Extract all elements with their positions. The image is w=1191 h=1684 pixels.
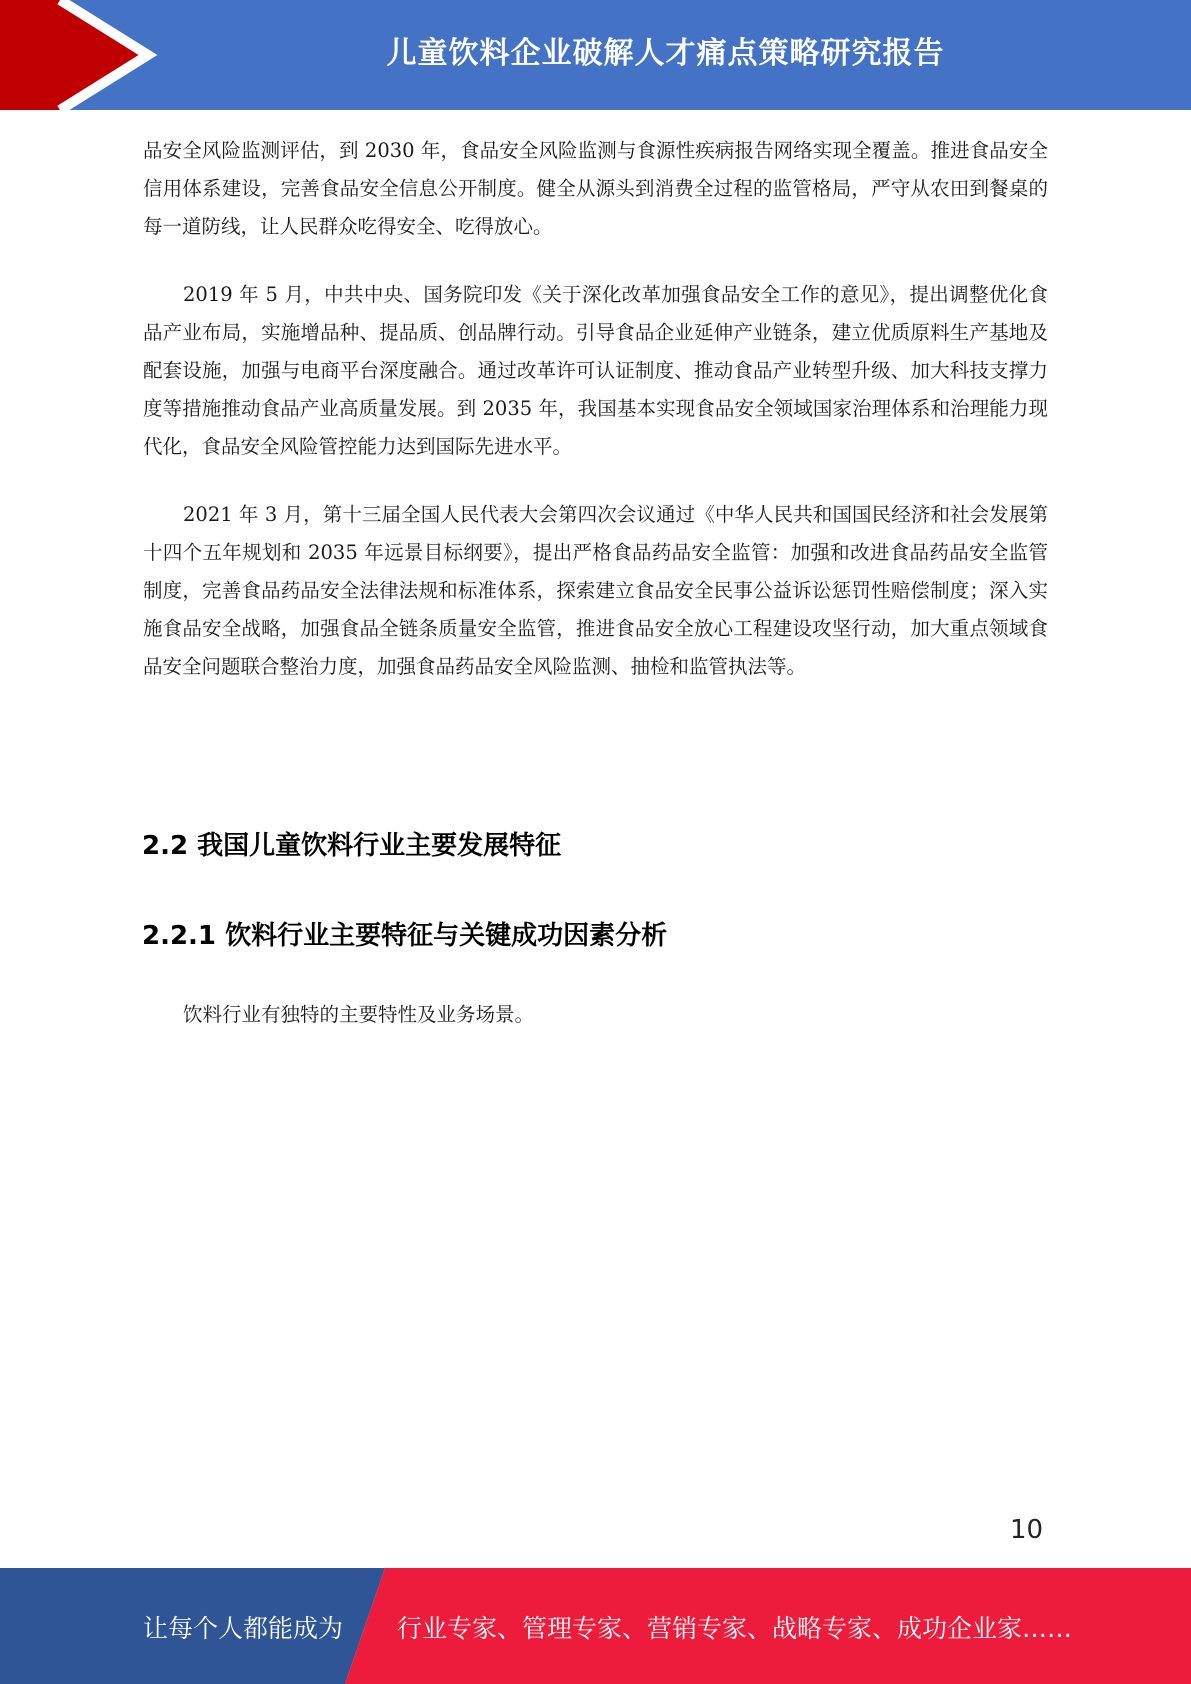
page-footer (0, 1568, 1191, 1684)
body-text (143, 132, 1048, 686)
subsection-heading: 2.2.1 饮料行业主要特征与关键成功因素分析 (142, 921, 668, 951)
footer-slogan-left: 让每个人都能成为 (143, 1614, 344, 1643)
report-title: 儿童饮料企业破解人才痛点策略研究报告 (386, 36, 945, 71)
intro-paragraph: 饮料行业有独特的主要特性及业务场景。 (183, 1003, 535, 1026)
page-header (0, 0, 1191, 110)
paragraph-3: 2021 年 3 月，第十三届全国人民代表大会第四次会议通过《中华人民共和国国民经济和社会发展第十四个五年规划和 2035 年远景目标纲要》，提出严格食品药品安全监管：加强和改进食品药品安全监管制度，完善食品药品安全法律法规和标准体系，探索建立食品安全民事公益诉讼惩罚性赔偿制度；深入实施食品安全战略，加强食品全链条质量安全监管，推进食品安全放心工程建设攻坚行动，加大重点领域食品安全问题联合整治力度，加强食品药品安全风险监测、抽检和监管执法等。 (143, 503, 1048, 678)
section-heading: 2.2 我国儿童饮料行业主要发展特征 (142, 831, 562, 861)
paragraph-1: 品安全风险监测评估，到 2030 年，食品安全风险监测与食源性疾病报告网络实现全覆盖。推进食品安全信用体系建设，完善食品安全信息公开制度。健全从源头到消费全过程的监管格局，严守从农田到餐桌的每一道防线，让人民群众吃得安全、吃得放心。 (143, 139, 1048, 238)
footer-slogan-right: 行业专家、管理专家、营销专家、战略专家、成功企业家…… (397, 1614, 1073, 1643)
page-number: 10 (1010, 1515, 1044, 1545)
paragraph-2: 2019 年 5 月，中共中央、国务院印发《关于深化改革加强食品安全工作的意见》，提出调整优化食品产业布局，实施增品种、提品质、创品牌行动。引导食品企业延伸产业链条，建立优质原料生产基地及配套设施，加强与电商平台深度融合。通过改革许可认证制度、推动食品产业转型升级、加大科技支撑力度等措施推动食品产业高质量发展。到 2035 年，我国基本实现食品安全领域国家治理体系和治理能力现代化，食品安全风险管控能力达到国际先进水平。 (143, 283, 1048, 458)
